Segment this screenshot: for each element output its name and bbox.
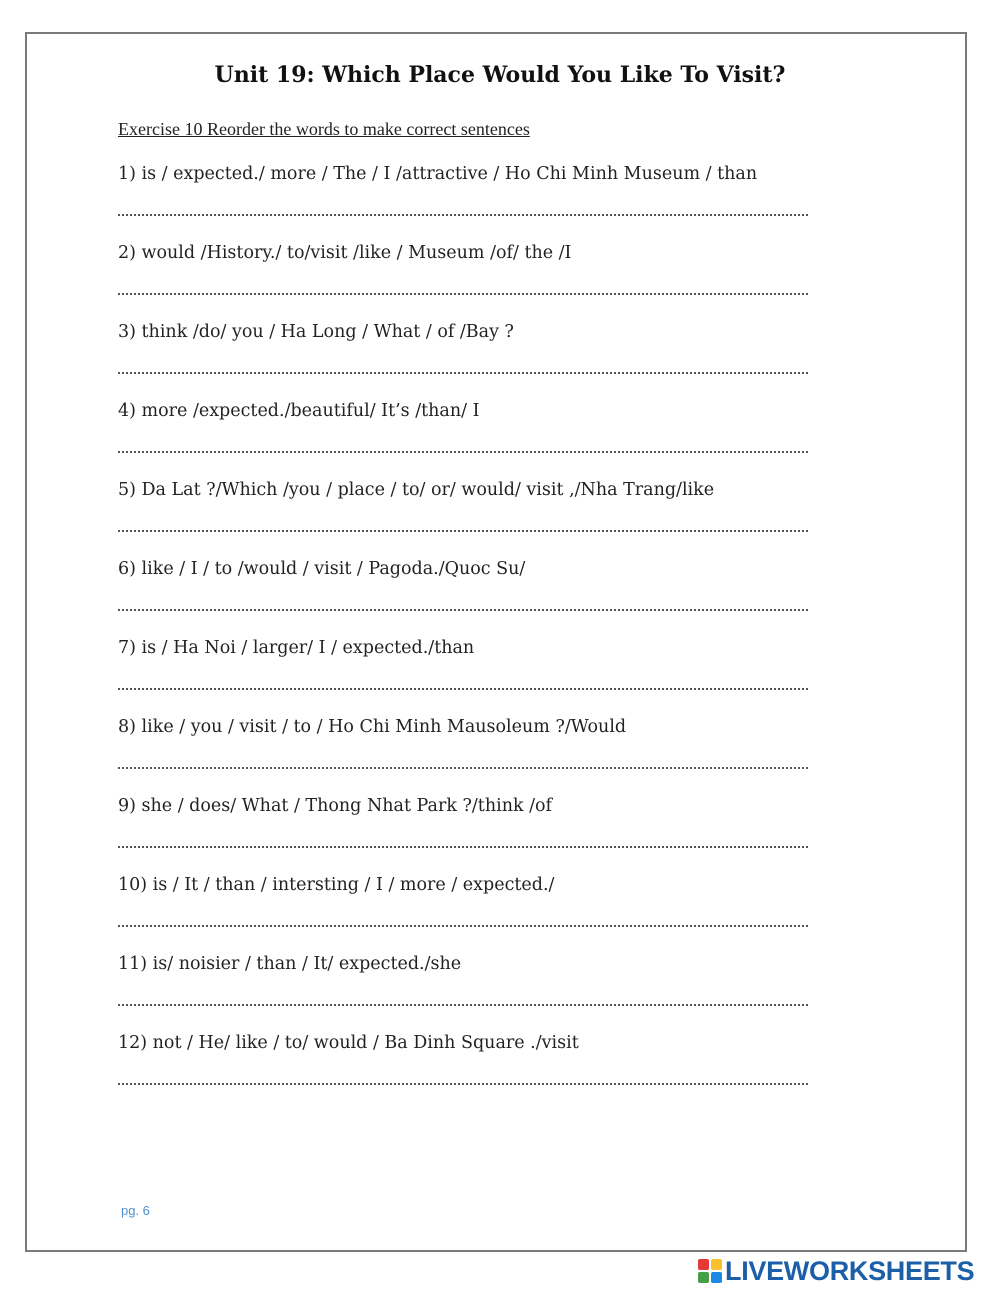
item-5-prompt: 5) Da Lat ?/Which /you / place / to/ or/ would/ visit ,/Nha Trang/like: [118, 480, 715, 500]
item-6-prompt: 6) like / I / to /would / visit / Pagoda./Quoc Su/: [118, 559, 526, 579]
item-10-answer-line[interactable]: [118, 925, 808, 927]
liveworksheets-logo-icon: [697, 1258, 723, 1284]
item-7-answer-line[interactable]: [118, 688, 808, 690]
item-8-answer-line[interactable]: [118, 767, 808, 769]
page-title: Unit 19: Which Place Would You Like To Visit?: [214, 62, 786, 88]
item-2-prompt: 2) would /History./ to/visit /like / Museum /of/ the /I: [118, 243, 572, 263]
item-1-answer-line[interactable]: [118, 214, 808, 216]
item-5-answer-line[interactable]: [118, 530, 808, 532]
item-9-answer-line[interactable]: [118, 846, 808, 848]
item-9-prompt: 9) she / does/ What / Thong Nhat Park ?/think /of: [118, 796, 553, 816]
item-11-prompt: 11) is/ noisier / than / It/ expected./she: [118, 954, 462, 974]
item-10-prompt: 10) is / It / than / intersting / I / more / expected./: [118, 875, 555, 895]
item-4-prompt: 4) more /expected./beautiful/ It’s /than/ I: [118, 401, 480, 421]
liveworksheets-logo[interactable]: [697, 1256, 974, 1286]
item-3-prompt: 3) think /do/ you / Ha Long / What / of /Bay ?: [118, 322, 514, 342]
item-7-prompt: 7) is / Ha Noi / larger/ I / expected./than: [118, 638, 475, 658]
item-1-prompt: 1) is / expected./ more / The / I /attractive / Ho Chi Minh Museum / than: [118, 164, 758, 184]
item-11-answer-line[interactable]: [118, 1004, 808, 1006]
item-12-answer-line[interactable]: [118, 1083, 808, 1085]
page-number: pg. 6: [121, 1203, 150, 1218]
item-12-prompt: 12) not / He/ like / to/ would / Ba Dinh Square ./visit: [118, 1033, 579, 1053]
item-2-answer-line[interactable]: [118, 293, 808, 295]
item-8-prompt: 8) like / you / visit / to / Ho Chi Minh Mausoleum ?/Would: [118, 717, 627, 737]
item-4-answer-line[interactable]: [118, 451, 808, 453]
exercise-instruction: Exercise 10 Reorder the words to make correct sentences: [118, 119, 530, 139]
liveworksheets-wordmark: LIVEWORKSHEETS: [725, 1255, 975, 1286]
item-3-answer-line[interactable]: [118, 372, 808, 374]
item-6-answer-line[interactable]: [118, 609, 808, 611]
